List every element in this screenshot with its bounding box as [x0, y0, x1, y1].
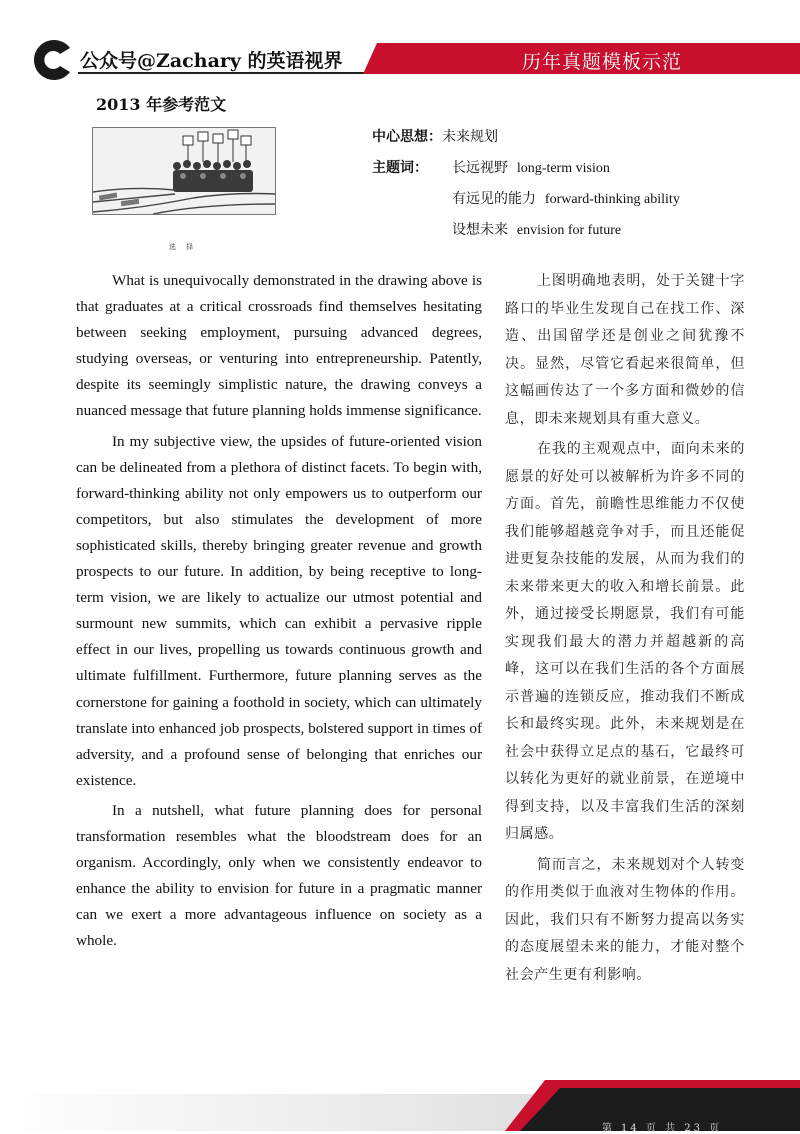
keyword-item: 长远视野 long-term vision: [452, 160, 610, 176]
cartoon-illustration: [92, 127, 276, 215]
brand-logo-icon: [26, 34, 78, 86]
english-essay: [76, 268, 482, 958]
header-account: 公众号@Zachary 的英语视界: [80, 50, 343, 72]
page-number: 第 14 页 共 23 页: [601, 1123, 723, 1134]
english-paragraph: What is unequivocally demonstrated in the drawing above is that graduates at a critical crossroads find themselves hesitating between seeking employment, pursuing advanced degrees, studying overseas, or venturing into entrepreneurship. Patently, despite its seemingly simplistic nature, the drawing conveys a nuanced message that future planning holds immense significance.: [76, 272, 482, 420]
chinese-paragraph: 上图明确地表明，处于关键十字路口的毕业生发现自己在找工作、深造、出国留学还是创业之间犹豫不决。显然，尽管它看起来很简单，但这幅画传达了一个多方面和微妙的信息，即未来规划具有重大意义。: [505, 273, 745, 427]
english-paragraph: In a nutshell, what future planning does for personal transformation resembles what the bloodstream does for an organism. Accordingly, only when we consistently endeavor to enhance the ability to envision for future in a pragmatic manner can we exert a more advantageous influence on society as a whole.: [76, 801, 482, 950]
illustration-caption: 选 择: [168, 243, 198, 251]
keyword-item: 设想未来 envision for future: [452, 222, 622, 238]
central-idea: [372, 126, 498, 146]
page-title: 2013 年参考范文: [96, 95, 227, 114]
chinese-translation: [505, 268, 745, 992]
header-section-title: 历年真题模板示范: [521, 51, 682, 73]
chinese-paragraph: 简而言之，未来规划对个人转变的作用类似于血液对生物体的作用。因此，我们只有不断努力提高以务实的态度展望未来的能力，才能对整个社会产生更有利影响。: [505, 856, 745, 983]
header-divider: [78, 72, 383, 74]
central-idea-value: 未来规划: [442, 129, 498, 145]
english-paragraph: In my subjective view, the upsides of future-oriented vision can be delineated from a plethora of distinct facets. To begin with, forward-thinking ability not only empowers us to outperform our competitors, but also stimulates the development of more sophisticated skills, thereby bringing greater revenue and growth prospects to our future. In addition, by being receptive to long-term vision, we are likely to actualize our utmost potential and surmount new summits, which can exhibit a pervasive ripple effect in our lives, propelling us towards continuous growth and ultimate fulfillment. Furthermore, future planning serves as the cornerstone for gaining a foothold in society, which can ultimately translate into enhanced job prospects, bolstered support in times of adversity, and a profound sense of belonging that enriches our existence.: [76, 432, 482, 789]
chinese-paragraph: 在我的主观观点中，面向未来的愿景的好处可以被解析为许多不同的方面。首先，前瞻性思维能力不仅使我们能够超越竞争对手，而且还能促进更复杂技能的发展，从而为我们的未来带来更大的收入和增长前景。此外，通过接受长期愿景，我们有可能实现我们最大的潜力并超越新的高峰，这可以在我们生活的各个方面展示普遍的连锁反应，推动我们不断成长和最终实现。此外，未来规划是在社会中获得立足点的基石，它最终可以转化为更好的就业前景，在逆境中得到支持，以及丰富我们生活的深刻归属感。: [505, 441, 745, 842]
keyword-item: 有远见的能力 forward-thinking ability: [452, 191, 680, 207]
keywords-label: 主题词：: [372, 160, 428, 176]
central-idea-label: 中心思想：: [372, 129, 442, 145]
